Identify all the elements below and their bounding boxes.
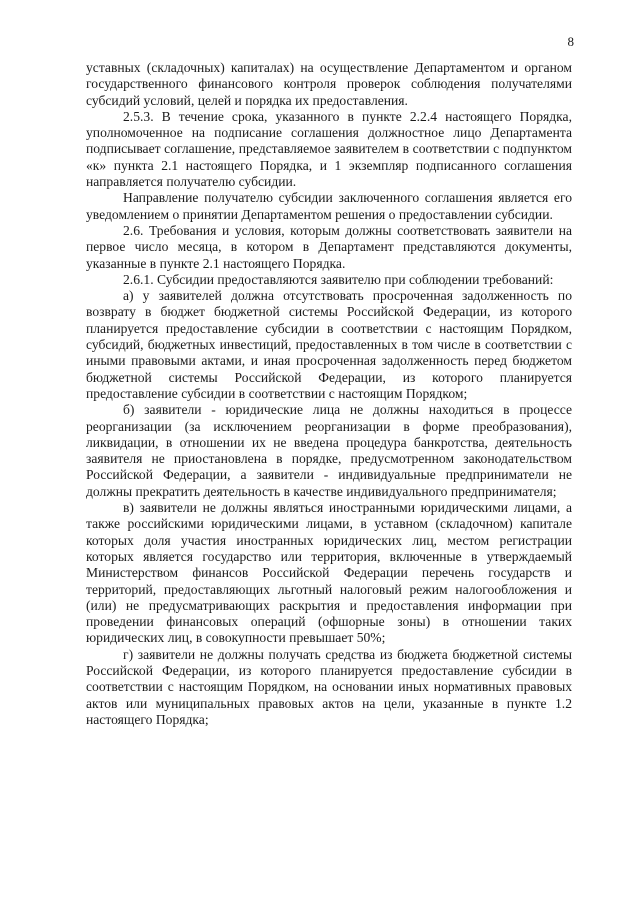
paragraph-2-5-3: 2.5.3. В течение срока, указанного в пункте 2.2.4 настоящего Порядка, уполномоченное на подписание соглашения должностное лицо Департамента подписывает соглашение, представляемое заявителем в соответствии с подпунктом «к» пункта 2.1 настоящего Порядка, и 1 экземпляр подписанного соглашения направляется получателю субсидии. <box>86 108 572 190</box>
paragraph-item-b: б) заявители - юридические лица не должны находиться в процессе реорганизации (за исключением реорганизации в форме преобразования), ликвидации, в отношении их не введена процедура банкротства, деятельность заявителя не приостановлена в порядке, предусмотренном законодательством Российской Федерации, а заявители - индивидуальные предприниматели не должны прекратить деятельность в качестве индивидуального предпринимателя; <box>86 402 572 499</box>
paragraph-notification: Направление получателю субсидии заключенного соглашения является его уведомлением о принятии Департаментом решения о предоставлении субсидии. <box>86 190 572 222</box>
paragraph-item-a: а) у заявителей должна отсутствовать просроченная задолженность по возврату в бюджет бюджетной системы Российской Федерации, из которого планируется предоставление субсидии в соответствии с настоящим Порядком, субсидий, бюджетных инвестиций, предоставленных в том числе в соответствии с иными правовыми актами, и иная просроченная задолженность перед бюджетом бюджетной системы Российской Федерации, из которого планируется предоставление субсидии в соответствии с настоящим Порядком; <box>86 288 572 401</box>
paragraph-item-v: в) заявители не должны являться иностранными юридическими лицами, а также российскими юридическими лицами, в уставном (складочном) капитале которых доля участия иностранных юридических лиц, местом регистрации которых является государство или территория, включенные в утверждаемый Министерством финансов Российской Федерации перечень государств и территорий, предоставляющих льготный налоговый режим налогообложения и (или) не предусматривающих раскрытия и предоставления информации при проведении финансовых операций (офшорные зоны) в отношении таких юридических лиц, в совокупности превышает 50%; <box>86 500 572 646</box>
paragraph-2-6-1: 2.6.1. Субсидии предоставляются заявителю при соблюдении требований: <box>123 271 554 287</box>
paragraph-2-6: 2.6. Требования и условия, которым должны соответствовать заявители на первое число месяца, в котором в Департамент представляются документы, указанные в пункте 2.1 настоящего Порядка. <box>86 222 572 271</box>
paragraph-continuation: уставных (складочных) капиталах) на осуществление Департаментом и органом государственного финансового контроля проверок соблюдения получателями субсидий условий, целей и порядка их предоставления. <box>86 60 572 108</box>
page-number: 8 <box>567 34 574 49</box>
document-body <box>86 60 572 728</box>
paragraph-item-g: г) заявители не должны получать средства из бюджета бюджетной системы Российской Федерации, из которого планируется предоставление субсидии в соответствии с настоящим Порядком, на основании иных нормативных правовых актов или муниципальных правовых актов на цели, указанные в пункте 1.2 настоящего Порядка; <box>86 646 572 727</box>
